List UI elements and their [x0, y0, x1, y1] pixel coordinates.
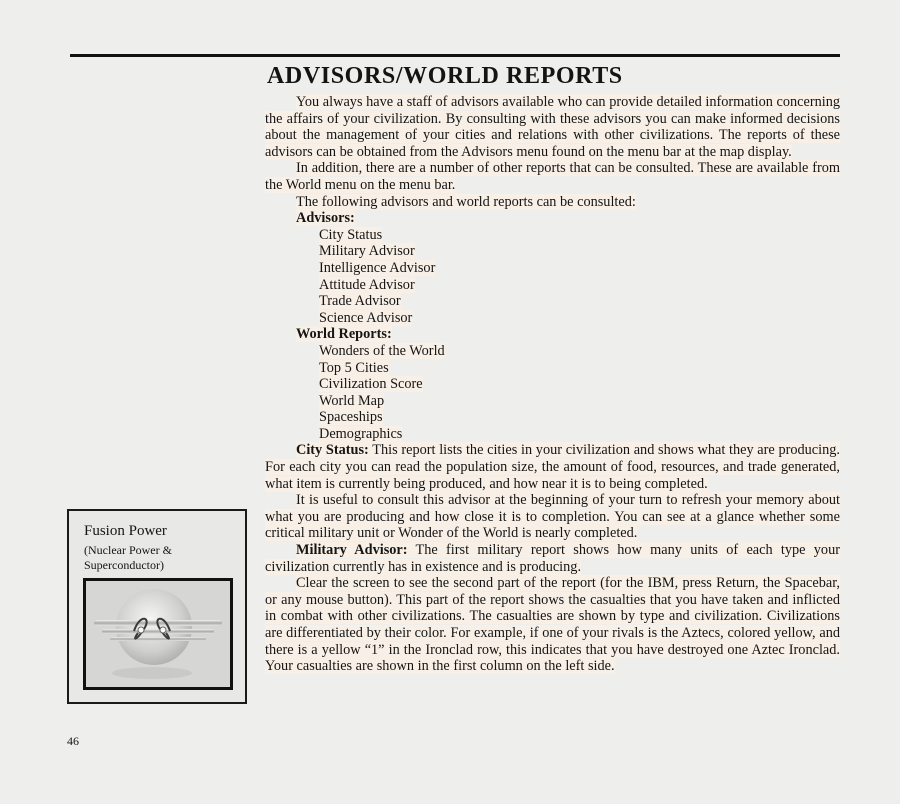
report-item: Wonders of the World — [319, 342, 445, 359]
advisors-heading: Advisors: — [296, 210, 355, 227]
fusion-power-image-frame — [83, 578, 233, 690]
advisor-item: Trade Advisor — [319, 293, 401, 310]
report-item: Spaceships — [319, 409, 383, 426]
world-menu-text: In addition, there are a number of other reports that can be consulted. These are available from the World menu on the menu bar. — [265, 160, 840, 193]
list-intro-text: The following advisors and world reports can be consulted: — [296, 193, 636, 210]
sidebox-subtitle — [84, 543, 172, 573]
useful-paragraph — [265, 492, 840, 542]
casualties-text: Clear the screen to see the second part of the report (for the IBM, press Return, the Spacebar, or any mouse button). This part of the report shows the casualties that you have taken and inflicted in combat with other civilizations. The casualties are shown by type and civilization. Civilizations are differentiated by their color. For example, if one of your rivals is the Aztecs, colored yellow, and there is a yellow “1” in the Ironclad row, this indicates that you have destroyed one Aztec Ironclad. Your casualties are shown in the first column on the left side. — [265, 575, 840, 675]
advisor-item: Military Advisor — [319, 243, 415, 260]
report-item: World Map — [319, 392, 385, 409]
page-title: ADVISORS/WORLD REPORTS — [267, 63, 623, 89]
fusion-power-sidebox — [67, 509, 247, 704]
military-advisor-lead: Military Advisor: — [296, 542, 408, 559]
city-status-paragraph — [265, 442, 840, 492]
report-item: Civilization Score — [319, 376, 423, 393]
advisor-item: Science Advisor — [319, 309, 413, 326]
top-rule — [70, 54, 840, 57]
advisor-item: Attitude Advisor — [319, 276, 415, 293]
intro-paragraph — [265, 94, 840, 160]
city-status-text: This report lists the cities in your civilization and shows what they are producing. For each city you can read the population size, the amount of food, resources, and trade generated, what item is currently being produced, and how near it is to being completed. — [265, 442, 840, 492]
sidebox-subtitle-line: Superconductor) — [84, 558, 164, 572]
world-reports-heading: World Reports: — [296, 326, 392, 343]
main-text-column — [265, 94, 840, 675]
city-status-lead: City Status: — [296, 442, 369, 459]
casualties-paragraph — [265, 575, 840, 675]
advisor-item: Intelligence Advisor — [319, 259, 436, 276]
world-menu-paragraph — [265, 160, 840, 193]
page-number: 46 — [67, 734, 79, 748]
intro-text: You always have a staff of advisors available who can provide detailed information concerning the affairs of your civilization. By consulting with these advisors you can make informed decisions about the management of your cities and relations with other civilizations. The reports of these advisors can be obtained from the Advisors menu found on the menu bar at the map display. — [265, 94, 840, 160]
sidebox-title: Fusion Power — [84, 523, 167, 539]
list-intro-paragraph — [265, 194, 840, 211]
report-item: Demographics — [319, 425, 403, 442]
military-advisor-paragraph — [265, 542, 840, 575]
sidebox-subtitle-line: (Nuclear Power & — [84, 543, 172, 557]
fusion-power-illustration-icon — [86, 581, 230, 687]
useful-text: It is useful to consult this advisor at the beginning of your turn to refresh your memory about what you are producing and how close it is to completion. You can see at a glance whether some critical military unit or Wonder of the World is nearly completed. — [265, 492, 840, 542]
military-advisor-text: The first military report shows how many units of each type your civilization currently has in existence and is producing. — [265, 542, 840, 575]
report-item: Top 5 Cities — [319, 359, 389, 376]
advisor-item: City Status — [319, 226, 383, 243]
